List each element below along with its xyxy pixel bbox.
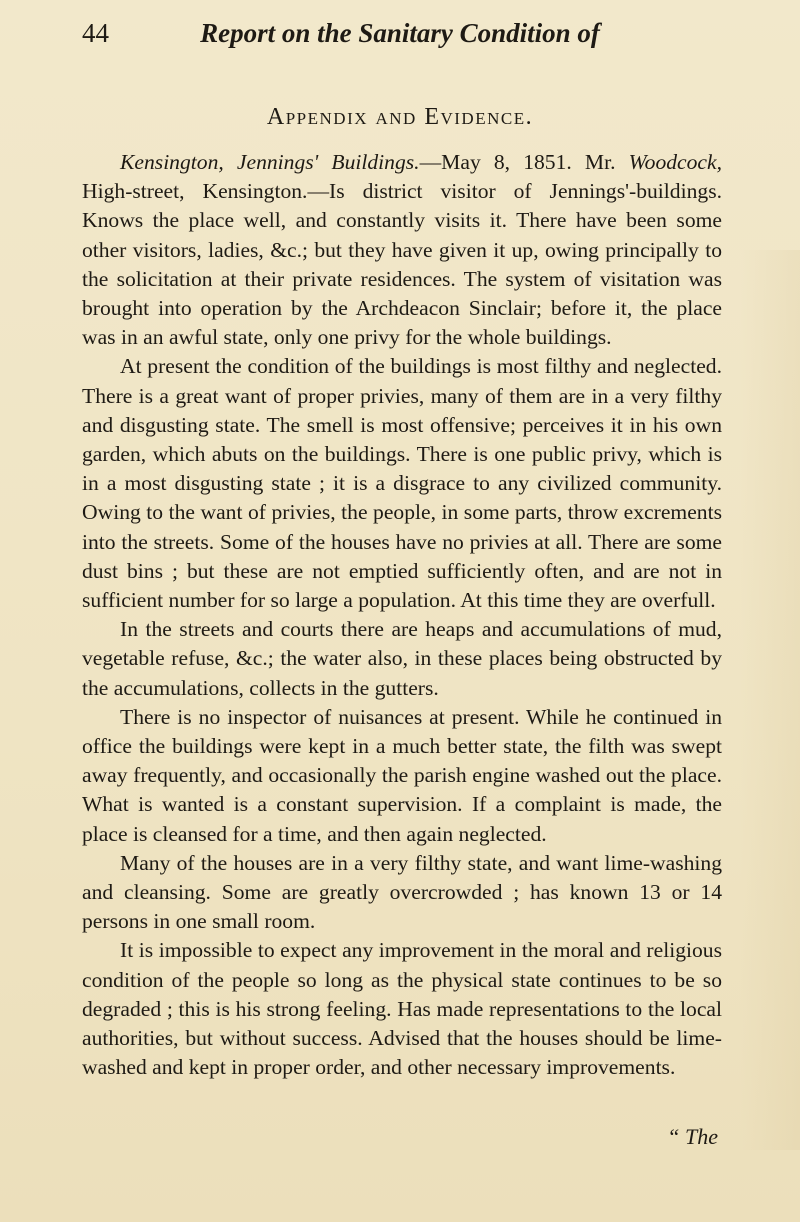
place-heading: Kensington, Jennings' Buildings. (120, 150, 420, 174)
witness-name: Woodcock, (628, 150, 722, 174)
running-title: Report on the Sanitary Condition of (200, 18, 600, 48)
catchword: “ The (667, 1124, 718, 1149)
page-header (82, 18, 718, 58)
paragraph-3: In the streets and courts there are heaps and accumulations of mud, vegetable refuse, &c.; the water also, in these places being obstructed by the accumulations, collects in the gutters. (82, 617, 722, 700)
paragraph-4: There is no inspector of nuisances at present. While he continued in office the buildings were kept in a much better state, the filth was swept away frequently, and occasionally the parish engine washed out the place. What is wanted is a constant supervision. If a complaint is made, the place is cleansed for a time, and then again neglected. (82, 704, 722, 846)
page-number: 44 (82, 18, 109, 48)
page-edge-shading (740, 250, 800, 1150)
section-heading: Appendix and Evidence. (266, 104, 534, 130)
body-text (82, 148, 722, 1083)
paragraph-6: It is impossible to expect any improvement in the moral and religious condition of the people so long as the physical state continues to be so degraded ; this is his strong feeling. Has made representations to the local authorities, but without success. Advised that the houses should be lime-washed and kept in proper order, and other necessary improvements. (82, 938, 722, 1080)
paragraph-2: At present the condition of the buildings is most filthy and neglected. There is a great want of proper privies, many of them are in a very filthy and disgusting state. The smell is most offensive; perceives it in his own garden, which abuts on the buildings. There is one public privy, which is in a most disgusting state ; it is a disgrace to any civilized community. Owing to the want of privies, the people, in some parts, throw excrements into the streets. Some of the houses have no privies at all. There are some dust bins ; but these are not emptied sufficiently often, and are not in sufficient number for so large a population. At this time they are overfull. (82, 354, 722, 613)
paragraph-1 (82, 148, 722, 352)
paragraph-5: Many of the houses are in a very filthy state, and want lime-washing and cleansing. Some are greatly overcrowded ; has known 13 or 14 persons in one small room. (82, 850, 722, 934)
paragraph-1-text: High-street, Kensington.—Is district visitor of Jennings'-buildings. Knows the place well, and constantly visits it. There have been some other visitors, ladies, &c.; but they have given it up, owing principally to the solicitation at their private residences. The system of visitation was brought into operation by the Archdeacon Sinclair; before it, the place was in an awful state, only one privy for the whole buildings. (82, 179, 722, 350)
date-text: —May 8, 1851. Mr. (419, 150, 616, 174)
